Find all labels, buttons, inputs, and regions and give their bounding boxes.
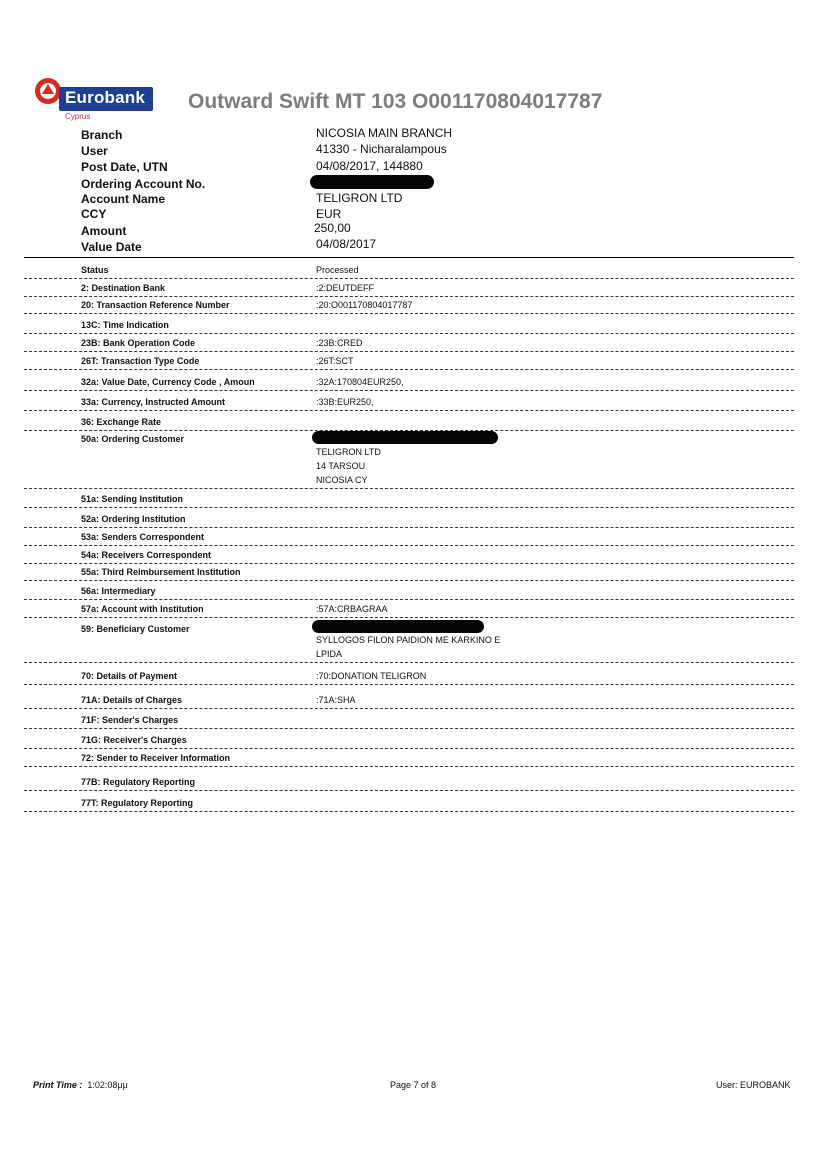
row-divider [24,662,794,663]
field-value: :32A:170804EUR250, [316,377,404,387]
amount-value: 250,00 [314,221,351,235]
row-divider [24,278,794,279]
account-name-value: TELIGRON LTD [316,191,403,205]
row-divider [24,313,794,314]
field-label: 72: Sender to Receiver Information [81,753,231,763]
field-value: :20:O001170804017787 [316,300,413,310]
page-title: Outward Swift MT 103 O001170804017787 [188,90,603,113]
field-label: 32a: Value Date, Currency Code , Amoun [81,377,255,387]
row-divider [24,527,794,528]
field-value: :33B:EUR250, [316,397,374,407]
footer-user: User: EUROBANK [716,1080,791,1090]
field-label: 50a: Ordering Customer [81,434,185,444]
row-divider [24,563,794,564]
value-date-value: 04/08/2017 [316,237,377,251]
field-label: 70: Details of Payment [81,671,178,681]
account-name-label: Account Name [81,192,166,206]
field-label: 71A: Details of Charges [81,695,183,705]
value-date-label: Value Date [81,240,142,254]
field-value: :26T:SCT [316,356,354,366]
ccy-value: EUR [316,207,342,221]
user-label: User [81,144,108,158]
print-time [33,1080,128,1090]
field-label: 56a: Intermediary [81,586,156,596]
field-label: Status [81,265,109,275]
field-value: :71A:SHA [316,695,356,705]
field-value-line: SYLLOGOS FILON PAIDION ME KARKINO E [316,635,501,645]
field-value: :70:DONATION TELIGRON [316,671,427,681]
row-divider [24,351,794,352]
row-divider [24,728,794,729]
post-date-value: 04/08/2017, 144880 [316,159,423,173]
field-value-line: NICOSIA CY [316,475,368,485]
field-label: 53a: Senders Correspondent [81,532,205,542]
ordering-account-redaction [310,175,434,189]
field-label: 54a: Receivers Correspondent [81,550,212,560]
field-value: :23B:CRED [316,338,363,348]
field-value-line: TELIGRON LTD [316,447,381,457]
field-label: 71G: Receiver's Charges [81,735,187,745]
field-label: 77B: Regulatory Reporting [81,777,196,787]
row-divider [24,748,794,749]
field-label: 26T: Transaction Type Code [81,356,200,366]
header-divider [24,257,794,258]
logo-sub: Cyprus [65,112,91,121]
page-number: Page 7 of 8 [390,1080,437,1090]
row-divider [24,410,794,411]
row-divider [24,333,794,334]
field-label: 36: Exchange Rate [81,417,162,427]
user-value: 41330 - Nicharalampous [316,142,447,156]
row-divider [24,580,794,581]
ordering-customer-redaction [312,431,498,444]
field-label: 23B: Bank Operation Code [81,338,196,348]
row-divider [24,507,794,508]
print-time-value: 1:02:08μμ [87,1080,128,1090]
ordering-account-label: Ordering Account No. [81,177,206,191]
eurobank-logo [31,72,159,128]
field-label: 20: Transaction Reference Number [81,300,230,310]
field-label: 2: Destination Bank [81,283,166,293]
field-label: 71F: Sender's Charges [81,715,179,725]
field-label: 77T: Regulatory Reporting [81,798,194,808]
field-label: 55a: Third Reimbursement Institution [81,567,241,577]
branch-label: Branch [81,128,123,142]
field-label: 52a: Ordering Institution [81,514,186,524]
field-value: :2:DEUTDEFF [316,283,375,293]
ccy-label: CCY [81,207,107,221]
logo-brand: Eurobank [65,88,146,107]
field-label: 13C: Time Indication [81,320,169,330]
row-divider [24,369,794,370]
print-time-label: Print Time : [33,1080,83,1090]
row-divider [24,599,794,600]
row-divider [24,545,794,546]
row-divider [24,708,794,709]
field-label: 59: Beneficiary Customer [81,624,190,634]
post-date-label: Post Date, UTN [81,160,168,174]
field-value-line: 14 TARSOU [316,461,366,471]
amount-label: Amount [81,224,127,238]
field-label: 33a: Currency, Instructed Amount [81,397,226,407]
row-divider [24,390,794,391]
field-value: Processed [316,265,359,275]
field-value-line: LPIDA [316,649,343,659]
row-divider [24,617,794,618]
row-divider [24,790,794,791]
field-label: 57a: Account with Institution [81,604,204,614]
row-divider [24,684,794,685]
branch-value: NICOSIA MAIN BRANCH [316,126,453,140]
row-divider [24,488,794,489]
row-divider [24,811,794,812]
row-divider [24,766,794,767]
beneficiary-redaction [312,620,484,633]
row-divider [24,296,794,297]
field-label: 51a: Sending Institution [81,494,184,504]
field-value: :57A:CRBAGRAA [316,604,388,614]
